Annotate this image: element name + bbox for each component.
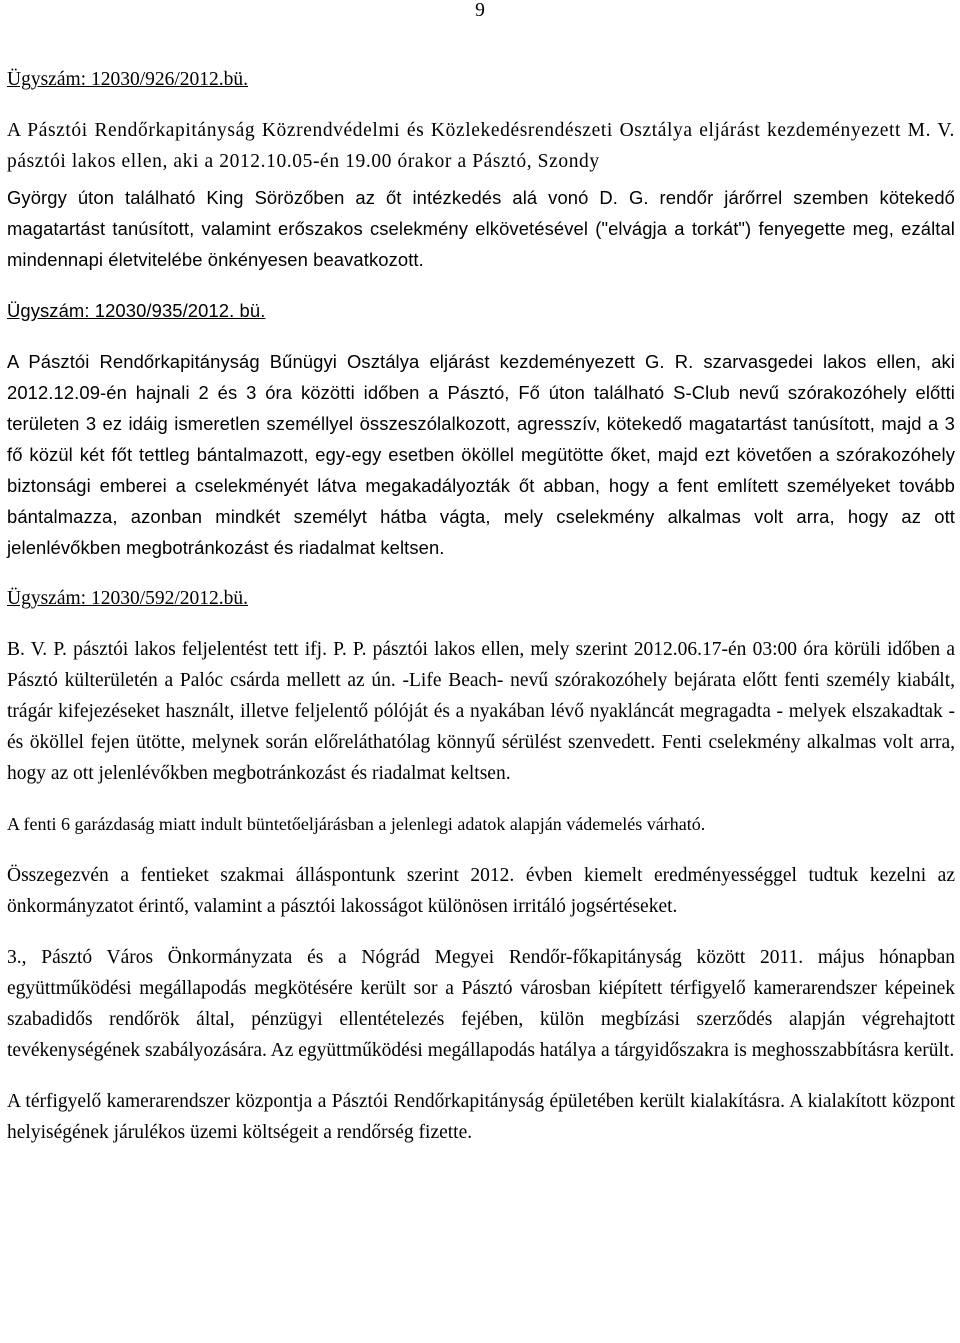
camera-center-paragraph: A térfigyelő kamerarendszer központja a Pásztói Rendőrkapitányság épületében került kialakításra. A kialakított központ helyiségének járulékos üzemi költségeit a rendőrség fizette. bbox=[7, 1091, 955, 1143]
case-number: Ügyszám: 12030/935/2012. bü. bbox=[7, 300, 266, 321]
case-paragraph: A Pásztói Rendőrkapitányság Közrendvédelmi és Közlekedésrendészeti Osztálya eljárást kezdeményezett M. V. pásztói lakos ellen, aki a 2012.10.05-én 19.00 órakor a Pásztó, Szondy bbox=[7, 120, 955, 172]
case-number: Ügyszám: 12030/592/2012.bü. bbox=[7, 588, 249, 609]
document-body bbox=[7, 64, 955, 1168]
case-paragraph-continued: György úton található King Sörözőben az őt intézkedés alá vonó D. G. rendőr járőrrel szemben kötekedő magatartást tanúsított, valamint erőszakos cselekmény elkövetésével ("elvágja a torkát") fenyegette meg, ezáltal mindennapi életvitelébe önkényesen beavatkozott. bbox=[7, 187, 955, 270]
case-number: Ügyszám: 12030/926/2012.bü. bbox=[7, 69, 249, 90]
summary-result: Összegezvén a fentieket szakmai álláspontunk szerint 2012. évben kiemelt eredményességgel tudtuk kezelni az önkormányzatot érintő, valamint a pásztói lakosságot különösen irritáló jogsértéseket. bbox=[7, 865, 955, 917]
summary-prosecution: A fenti 6 garázdaság miatt indult büntetőeljárásban a jelenlegi adatok alapján vádemelés várható. bbox=[7, 814, 706, 834]
camera-agreement-paragraph: 3., Pásztó Város Önkormányzata és a Nógrád Megyei Rendőr-főkapitányság között 2011. május hónapban együttműködési megállapodás megkötésére került sor a Pásztó városban kiépített térfigyelő kamerarendszer képeinek szabadidős rendőrök által, pénzügyi ellentételezés fejében, külön megbízási szerződés alapján végrehajtott tevékenységének szabályozására. Az együttműködési megállapodás hatálya a tárgyidőszakra is meghosszabbításra került. bbox=[7, 947, 955, 1061]
case-paragraph: B. V. P. pásztói lakos feljelentést tett ifj. P. P. pásztói lakos ellen, mely szerint 2012.06.17-én 03:00 óra körüli időben a Pásztó külterületén a Palóc csárda mellett az ún. -Life Beach- nevű szórakozóhely bejárata előtt fenti személy kiabált, trágár kifejezéseket használt, illetve feljelentő pólóját és a nyakában lévő nyakláncát megragadta - melyek elszakadtak - és ököllel fejen ütötte, melynek során előreláthatólag könnyű sérülést szenvedett. Fenti cselekmény alkalmas volt arra, hogy az ott jelenlévőkben megbotránkozást és riadalmat keltsen. bbox=[7, 639, 955, 784]
case-paragraph: A Pásztói Rendőrkapitányság Bűnügyi Osztálya eljárást kezdeményezett G. R. szarvasgedei lakos ellen, aki 2012.12.09-én hajnali 2 és 3 óra közötti időben a Pásztó, Fő úton található S-Club nevű szórakozóhely előtti területen 3 ez idáig ismeretlen személlyel összeszólalkozott, agresszív, kötekedő magatartást tanúsított, majd a 3 fő közül két főt tettleg bántalmazott, egy-egy esetben ököllel megütötte őket, majd ezt követően a szórakozóhely biztonsági emberei a cselekményét látva megakadályozták őt abban, hogy a fent említett személyeket tovább bántalmazza, azonban mindkét személyt hátba vágta, mely cselekmény alkalmas volt arra, hogy az ott jelenlévőkben megbotránkozást és riadalmat keltsen. bbox=[7, 351, 955, 558]
page-number: 9 bbox=[475, 0, 485, 21]
